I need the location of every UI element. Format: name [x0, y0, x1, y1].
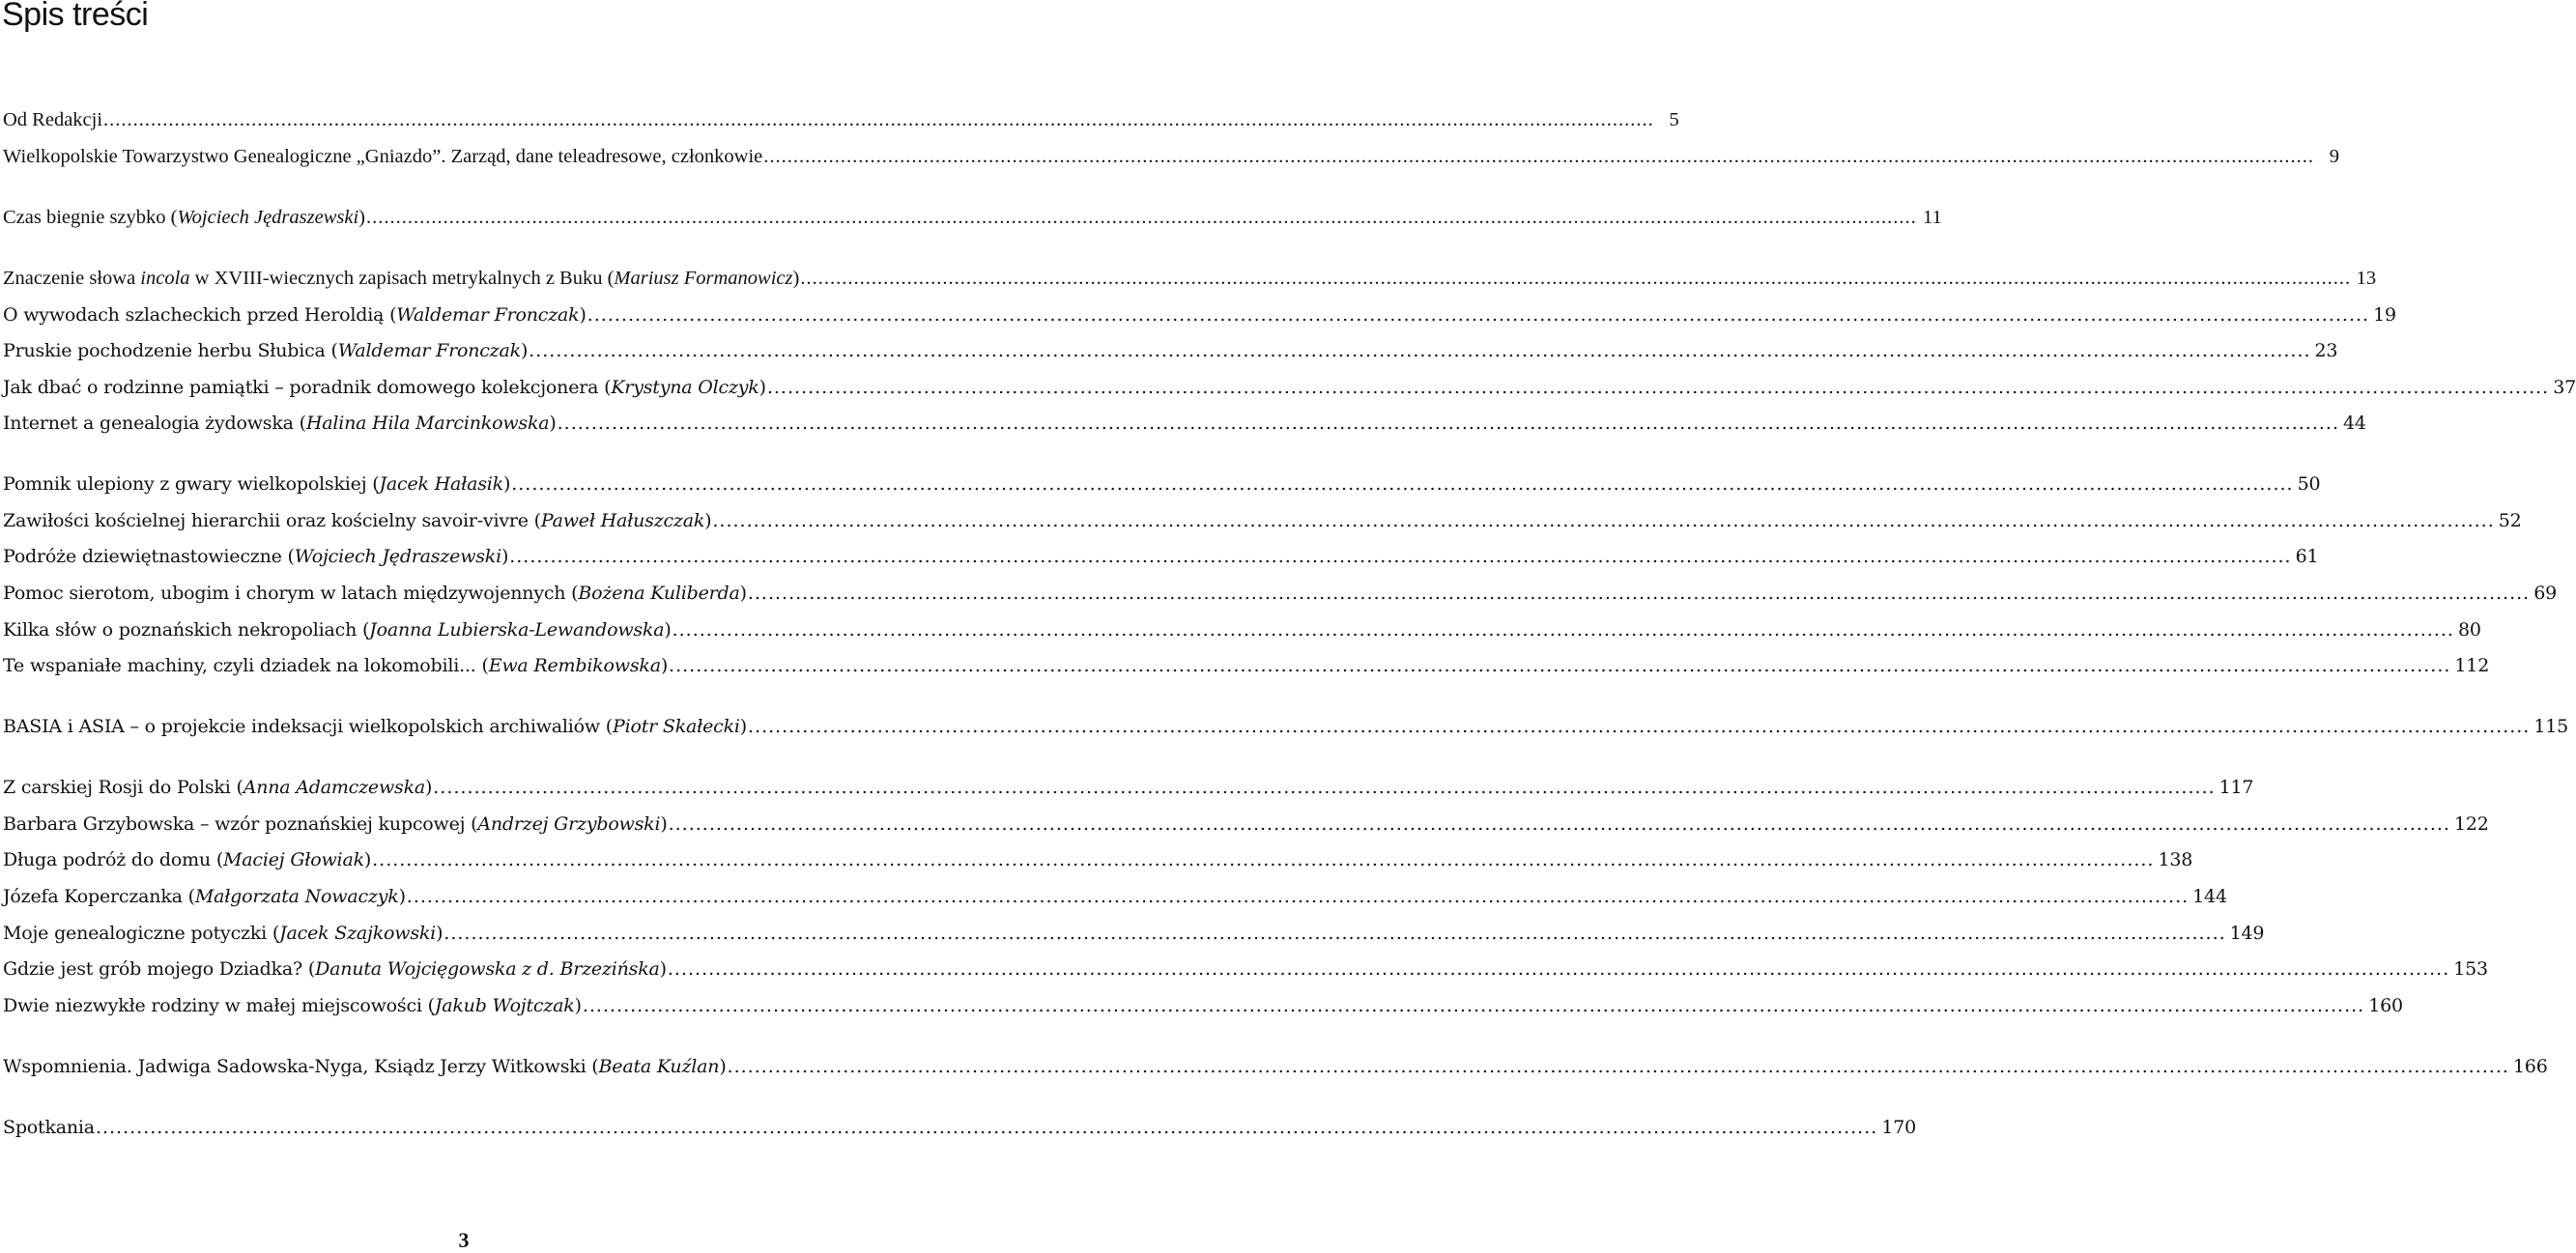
toc-leader-dots: [763, 145, 2314, 168]
toc-entry-page: 50: [2297, 473, 2321, 495]
toc-leader-dots: [668, 957, 2449, 981]
toc-entry-title: Gdzie jest grób mojego Dziadka? (Danuta Wojcięgowska z d. Brzezińska): [3, 958, 667, 980]
toc-entry-title: Pruskie pochodzenie herbu Słubica (Waldemar Fronczak): [3, 340, 529, 361]
toc-leader-dots: [669, 812, 2450, 836]
toc-entry-author: Waldemar Fronczak: [396, 304, 580, 326]
toc-entry-title: Długa podróż do domu (Maciej Głowiak): [3, 849, 372, 870]
toc-leader-dots: [583, 994, 2364, 1017]
toc-entry-title: Spotkania: [3, 1117, 95, 1138]
toc-entry-author: Wojciech Jędraszewski: [177, 207, 359, 228]
toc-entry[interactable]: [3, 339, 2338, 362]
toc-entry[interactable]: [3, 885, 2227, 908]
toc-entry-title: Podróże dziewiętnastowieczne (Wojciech Jędraszewski): [3, 546, 509, 567]
toc-entry-title: Józefa Koperczanka (Małgorzata Nowaczyk): [3, 886, 406, 907]
toc-entry-page: 115: [2533, 716, 2569, 737]
toc-entry-author: Beata Kuźlan: [598, 1056, 720, 1077]
toc-entry-author: Danuta Wojcięgowska z d. Brzezińska: [315, 958, 660, 980]
toc-entry-page: 61: [2295, 546, 2319, 567]
toc-leader-dots: [511, 472, 2293, 496]
toc-entry-author: Paweł Hałuszczak: [540, 510, 705, 531]
toc-entry-author: Anna Adamczewska: [243, 777, 426, 798]
toc-entry-author: Waldemar Fronczak: [337, 340, 521, 361]
toc-entry-author: Jacek Hałasik: [379, 473, 503, 495]
toc-entry-title: Od Redakcji: [3, 109, 103, 130]
toc-entry-title: Te wspaniałe machiny, czyli dziadek na lokomobili... (Ewa Rembikowska): [3, 655, 669, 676]
toc-entry-page: 80: [2457, 619, 2481, 641]
toc-entry-page: 19: [2373, 304, 2396, 326]
toc-entry[interactable]: [3, 848, 2193, 871]
toc-entry-page: 11: [1922, 207, 1942, 228]
toc-entry-page: 138: [2158, 849, 2193, 870]
toc-entry-author: Ewa Rembikowska: [488, 655, 661, 676]
toc-entry-page: 5: [1669, 109, 1679, 130]
toc-leader-dots: [407, 885, 2189, 908]
toc-entry-page: 112: [2454, 655, 2490, 676]
toc-leader-dots: [444, 922, 2225, 945]
toc-entry-title: Dwie niezwykłe rodziny w małej miejscowości (Jakub Wojtczak): [3, 995, 582, 1016]
toc-entry[interactable]: [3, 206, 1942, 229]
toc-entry[interactable]: [3, 509, 2522, 532]
toc-leader-dots: [673, 618, 2454, 641]
toc-leader-dots: [748, 715, 2530, 738]
toc-entry[interactable]: [3, 922, 2265, 945]
toc-entry-title: Barbara Grzybowska – wzór poznańskiej kupcowej (Andrzej Grzybowski): [3, 813, 668, 835]
toc-entry-author: Krystyna Olczyk: [611, 377, 759, 398]
toc-entry-author: Jacek Szajkowski: [279, 923, 437, 944]
toc-entry-page: 44: [2343, 413, 2366, 434]
toc-entry[interactable]: [3, 303, 2396, 327]
toc-entry-title: Jak dbać o rodzinne pamiątki – poradnik domowego kolekcjonera (Krystyna Olczyk): [3, 377, 766, 398]
toc-entry-page: 153: [2453, 958, 2488, 980]
toc-entry[interactable]: [3, 472, 2321, 496]
toc-entry-title: Znaczenie słowa incola w XVIII-wiecznych zapisach metrykalnych z Buku (Mariusz Formanowicz): [3, 268, 800, 289]
toc-leader-dots: [96, 1116, 1877, 1139]
toc-entry[interactable]: [3, 776, 2254, 799]
toc-entry-page: 122: [2453, 813, 2489, 835]
toc-entry-page: 166: [2512, 1056, 2548, 1077]
toc-entry[interactable]: [3, 1116, 1916, 1139]
toc-entry[interactable]: [3, 267, 2377, 290]
toc-entry-author: Piotr Skałecki: [613, 716, 740, 737]
toc-entry-title: Z carskiej Rosji do Polski (Anna Adamczewska): [3, 777, 433, 798]
toc-entry-title: Moje genealogiczne potyczki (Jacek Szajkowski): [3, 923, 444, 944]
toc-leader-dots: [728, 1055, 2509, 1078]
toc-entry-title: Wielkopolskie Towarzystwo Genealogiczne „Gniazdo”. Zarząd, dane teleadresowe, członkowie: [3, 146, 763, 167]
toc-entry-title: Kilka słów o poznańskich nekropoliach (Joanna Lubierska-Lewandowska): [3, 619, 672, 641]
toc-entry[interactable]: [3, 412, 2366, 435]
toc-entry-author: Wojciech Jędraszewski: [294, 546, 501, 567]
toc-entry[interactable]: [3, 108, 1679, 131]
toc-leader-dots: [372, 848, 2154, 871]
toc-entry-title: Czas biegnie szybko (Wojciech Jędraszewski): [3, 207, 365, 228]
page-number: 3: [458, 1228, 470, 1252]
toc-leader-dots: [366, 206, 1917, 229]
toc-entry-page: 37: [2553, 377, 2576, 398]
toc-entry-page: 69: [2533, 583, 2557, 604]
toc-entry[interactable]: [3, 1055, 2548, 1078]
toc-entry-page: 160: [2368, 995, 2403, 1016]
toc-entry-author: Bożena Kuliberda: [578, 583, 740, 604]
toc-entry[interactable]: [3, 812, 2489, 836]
toc-leader-dots: [558, 412, 2339, 435]
toc-entry[interactable]: [3, 654, 2490, 677]
toc-entry-page: 23: [2314, 340, 2338, 361]
toc-entry-page: 170: [1881, 1117, 1916, 1138]
toc-leader-dots: [712, 509, 2494, 532]
toc-entry-author: Małgorzata Nowaczyk: [194, 886, 399, 907]
toc-entry-title: Pomoc sierotom, ubogim i chorym w latach międzywojennych (Bożena Kuliberda): [3, 583, 747, 604]
toc-entry[interactable]: [3, 376, 2576, 399]
toc-entry-author: Maciej Głowiak: [223, 849, 364, 870]
toc-leader-dots: [767, 376, 2549, 399]
toc-entry[interactable]: [3, 545, 2319, 568]
page-title: Spis treści: [2, 0, 149, 33]
toc-entry-title: Zawiłości kościelnej hierarchii oraz kościelny savoir-vivre (Paweł Hałuszczak): [3, 510, 712, 531]
toc-entry-page: 13: [2356, 268, 2377, 289]
toc-entry-page: 144: [2192, 886, 2227, 907]
toc-entry-title: O wywodach szlacheckich przed Heroldią (Waldemar Fronczak): [3, 304, 587, 326]
toc-entry-title: BASIA i ASIA – o projekcie indeksacji wielkopolskich archiwaliów (Piotr Skałecki): [3, 716, 747, 737]
toc-entry[interactable]: [3, 994, 2403, 1017]
toc-entry[interactable]: [3, 618, 2481, 641]
toc-leader-dots: [800, 267, 2351, 290]
toc-entry[interactable]: [3, 582, 2557, 605]
toc-entry-term: incola: [140, 268, 190, 289]
toc-entry[interactable]: [3, 957, 2488, 981]
toc-entry-page: 149: [2229, 923, 2265, 944]
toc-entry-page: 9: [2329, 146, 2340, 167]
toc-entry-page: 52: [2498, 510, 2522, 531]
toc-leader-dots: [748, 582, 2530, 605]
toc-leader-dots: [103, 108, 1654, 131]
toc-entry-author: Andrzej Grzybowski: [477, 813, 661, 835]
toc-leader-dots: [529, 339, 2310, 362]
toc-leader-dots: [587, 303, 2369, 327]
toc-entry-title: Wspomnienia. Jadwiga Sadowska-Nyga, Ksiądz Jerzy Witkowski (Beata Kuźlan): [3, 1056, 727, 1077]
toc-leader-dots: [433, 776, 2215, 799]
toc-entry[interactable]: [3, 715, 2569, 738]
toc-entry-title: Internet a genealogia żydowska (Halina Hila Marcinkowska): [3, 413, 557, 434]
toc-entry-author: Jakub Wojtczak: [434, 995, 575, 1016]
toc-entry-author: Halina Hila Marcinkowska: [305, 413, 550, 434]
toc-entry-author: Joanna Lubierska-Lewandowska: [369, 619, 665, 641]
toc-leader-dots: [669, 654, 2450, 677]
toc-entry-title: Pomnik ulepiony z gwary wielkopolskiej (Jacek Hałasik): [3, 473, 511, 495]
toc-entry[interactable]: [3, 145, 2340, 168]
toc-entry-author: Mariusz Formanowicz: [614, 268, 793, 289]
toc-leader-dots: [509, 545, 2291, 568]
toc-entry-page: 117: [2218, 777, 2254, 798]
